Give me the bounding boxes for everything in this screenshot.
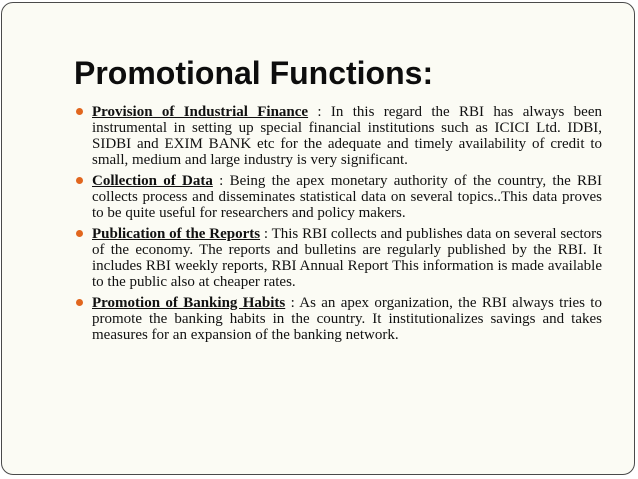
bullet-dot-icon bbox=[76, 299, 83, 306]
bullet-item-collection-of-data bbox=[74, 173, 602, 221]
bullet-item-publication-of-reports bbox=[74, 226, 602, 290]
bullet-item-banking-habits bbox=[74, 295, 602, 343]
bullet-text: : This RBI collects and publishes data on several sectors of the economy. The reports and bulletins are regularly published by the RBI. It includes RBI weekly reports, RBI Annual Report This information is made available to the public also at cheaper rates. bbox=[92, 226, 602, 290]
bullet-dot-icon bbox=[76, 177, 83, 184]
bullet-text: : As an apex organization, the RBI always tries to promote the banking habits in the country. It institutionalizes savings and takes measures for an expansion of the banking network. bbox=[92, 295, 602, 343]
bullet-dot-icon bbox=[76, 230, 83, 237]
bullet-text: : Being the apex monetary authority of the country, the RBI collects process and disseminates statistical data on several topics..This data proves to be quite useful for researchers and policy makers. bbox=[92, 173, 603, 221]
bullet-dot-icon bbox=[76, 108, 83, 115]
bullet-list bbox=[74, 104, 602, 348]
bullet-term: Provision of Industrial Finance bbox=[92, 104, 309, 120]
bullet-text: : In this regard the RBI has always been instrumental in setting up special financial institutions such as ICICI Ltd. IDBI, SIDBI and EXIM BANK etc for the adequate and timely availability of credit to small, medium and large industry is very significant. bbox=[92, 104, 602, 168]
slide-title: Promotional Functions: bbox=[74, 55, 434, 91]
slide-frame bbox=[1, 2, 635, 475]
bullet-term: Collection of Data bbox=[92, 173, 213, 189]
bullet-term: Publication of the Reports bbox=[92, 226, 261, 242]
bullet-item-industrial-finance bbox=[74, 104, 602, 168]
bullet-term: Promotion of Banking Habits bbox=[92, 295, 286, 311]
